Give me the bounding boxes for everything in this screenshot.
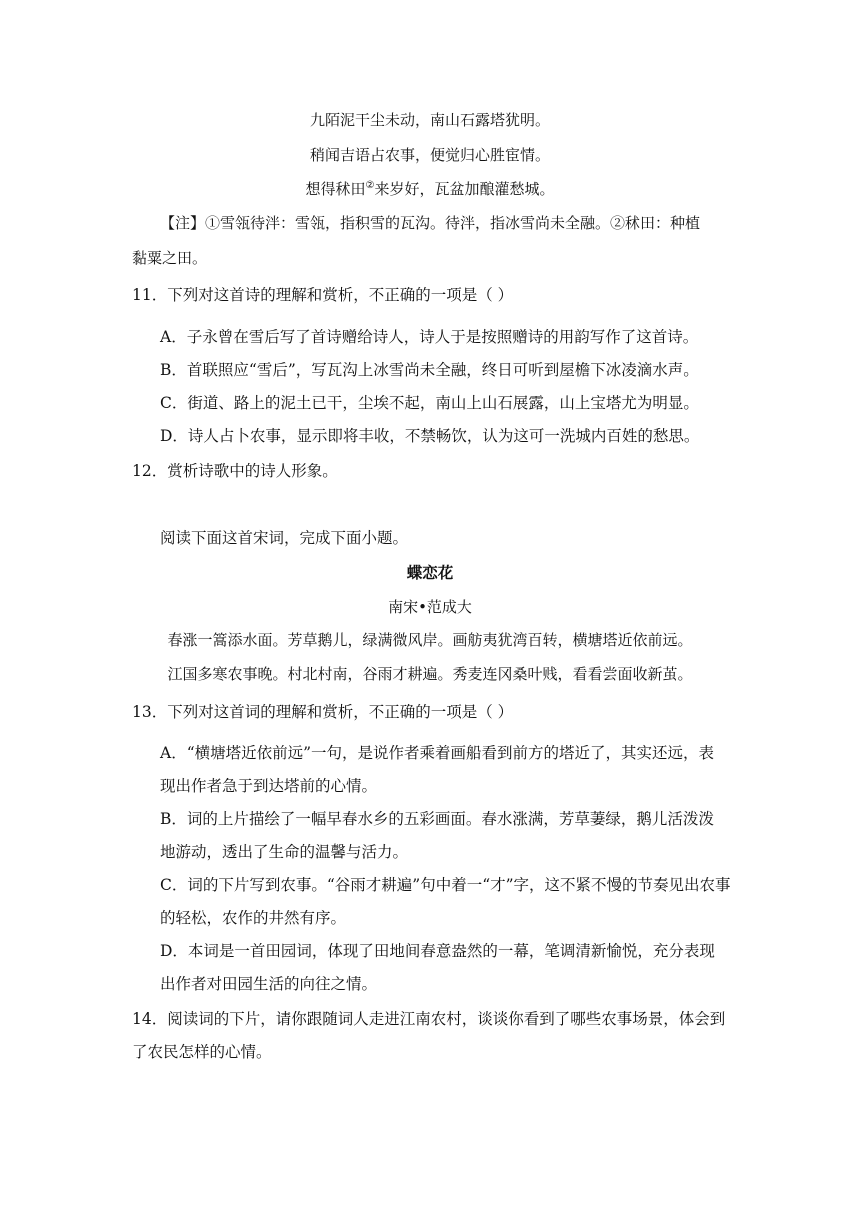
- q13-stem: 13．下列对这首词的理解和赏析，不正确的一项是（ ）: [132, 703, 514, 721]
- q11-option-c: C．街道、路上的泥土已干，尘埃不起，南山上山石展露，山上宝塔尤为明显。: [160, 394, 699, 412]
- poem1-footnote-marker: ②: [365, 180, 375, 191]
- q14-stem-line-2: 了农民怎样的心情。: [132, 1043, 272, 1061]
- poem1-line-3-a: 想得秫田: [305, 180, 366, 198]
- q11-option-b: B．首联照应“雪后”，写瓦沟上冰雪尚未全融，终日可听到屋檐下冰凌滴水声。: [160, 361, 699, 379]
- q13-option-b-line-2: 地游动，透出了生命的温馨与活力。: [160, 843, 409, 861]
- q11-option-d: D．诗人占卜农事，显示即将丰收，不禁畅饮，认为这可一洗城内百姓的愁思。: [160, 427, 700, 445]
- q13-option-d-line-2: 出作者对田园生活的向往之情。: [160, 975, 378, 993]
- q13-option-c-line-2: 的轻松，农作的井然有序。: [160, 909, 347, 927]
- poem1-line-2: 稍闻吉语占农事，便觉归心胜宦情。: [309, 146, 550, 164]
- q13-option-a-line-2: 现出作者急于到达塔前的心情。: [160, 777, 378, 795]
- q11-stem: 11．下列对这首诗的理解和赏析，不正确的一项是（ ）: [132, 286, 514, 304]
- poem1-note-line-2: 黏粟之田。: [132, 249, 208, 267]
- poem1-line-1: 九陌泥干尘未动，南山石露塔犹明。: [309, 111, 550, 129]
- poem1-line-3-b: 来岁好，瓦盆加酿灌愁城。: [374, 180, 555, 198]
- poem2-line-2: 江国多寒农事晚。村北村南，谷雨才耕遍。秀麦连冈桑叶贱，看看尝面收新茧。: [167, 665, 693, 683]
- q12-stem: 12．赏析诗歌中的诗人形象。: [132, 462, 338, 480]
- q13-option-b-line-1: B．词的上片描绘了一幅早春水乡的五彩画面。春水涨满，芳草萋绿，鹅儿活泼泼: [160, 810, 714, 828]
- q11-option-a: A．子永曾在雪后写了首诗赠给诗人，诗人于是按照赠诗的用韵写作了这首诗。: [160, 328, 699, 346]
- q14-stem-line-1: 14．阅读词的下片，请你跟随词人走进江南农村，谈谈你看到了哪些农事场景，体会到: [132, 1010, 726, 1028]
- q13-option-d-line-1: D．本词是一首田园词，体现了田地间春意盎然的一幕，笔调清新愉悦，充分表现: [160, 942, 715, 960]
- q13-option-c-line-1: C．词的下片写到农事。“谷雨才耕遍”句中着一“才”字，这不紧不慢的节奏见出农事: [160, 876, 731, 894]
- poem1-note-line-1: 【注】①雪瓴待泮：雪瓴，指积雪的瓦沟。待泮，指冰雪尚未全融。②秫田：种植: [160, 214, 701, 232]
- poem2-author: 南宋•范成大: [388, 598, 472, 616]
- q13-option-a-line-1: A．“横塘塔近依前远”一句，是说作者乘着画船看到前方的塔近了，其实还远，表: [160, 744, 715, 762]
- poem2-line-1: 春涨一篙添水面。芳草鹅儿，绿满微风岸。画舫夷犹湾百转，横塘塔近依前远。: [167, 631, 693, 649]
- poem1-line-3: [0, 177, 860, 201]
- poem2-title: 蝶恋花: [406, 563, 454, 582]
- reading-intro: 阅读下面这首宋词，完成下面小题。: [160, 529, 409, 547]
